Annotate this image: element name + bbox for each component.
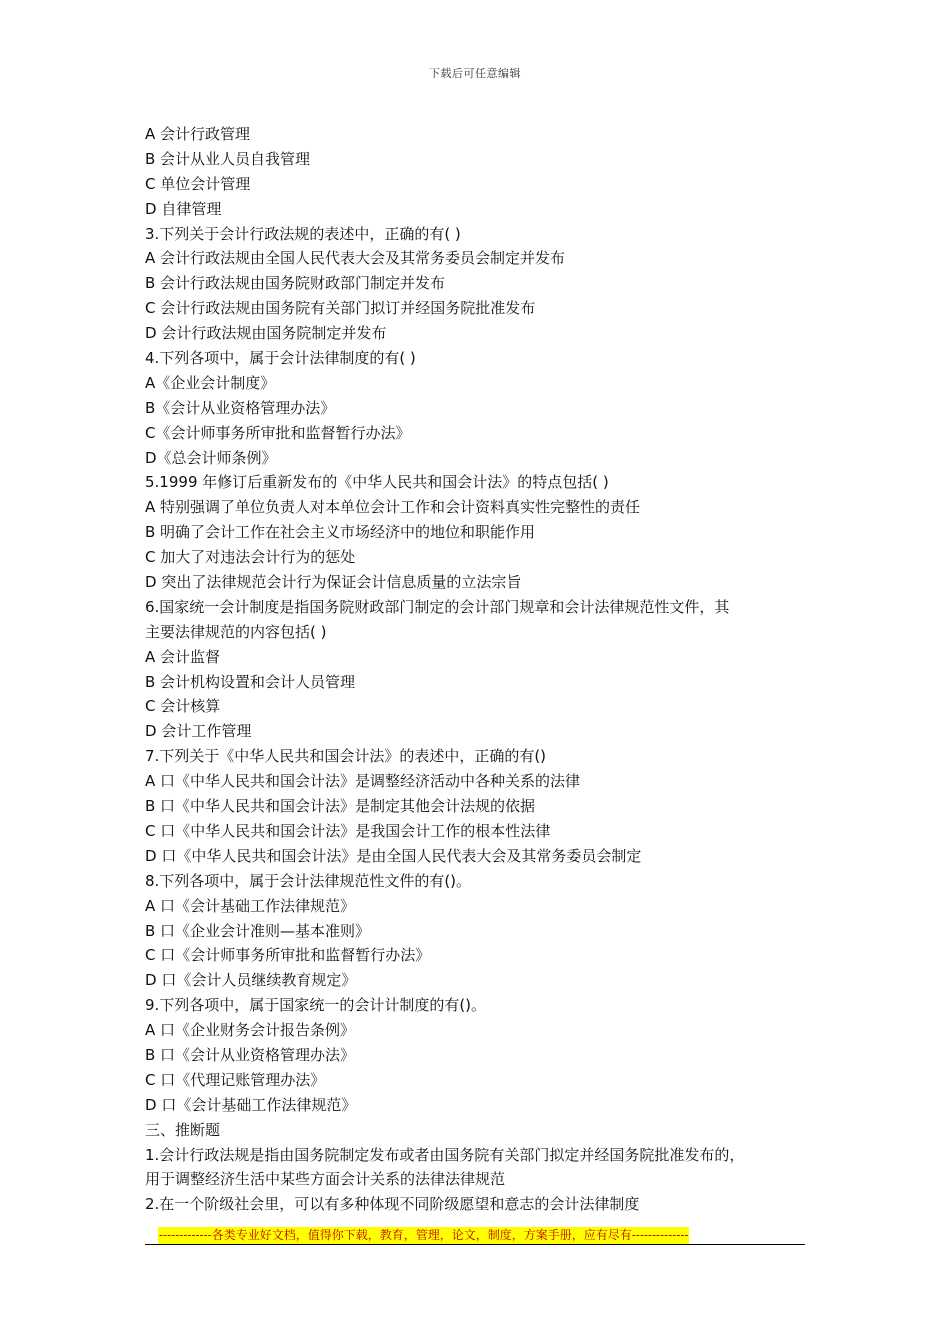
question-line: 9.下列各项中，属于国家统一的会计计制度的有()。 bbox=[145, 996, 487, 1015]
option-line: A 口《企业财务会计报告条例》 bbox=[145, 1021, 356, 1040]
option-line: C 会计行政法规由国务院有关部门拟订并经国务院批准发布 bbox=[145, 299, 536, 318]
question-line: 6.国家统一会计制度是指国务院财政部门制定的会计部门规章和会计法律规范性文件，其 bbox=[145, 597, 730, 616]
option-line: C 口《代理记账管理办法》 bbox=[145, 1070, 326, 1089]
option-line: B 口《会计从业资格管理办法》 bbox=[145, 1045, 356, 1064]
option-line: D 口《会计基础工作法律规范》 bbox=[145, 1095, 357, 1114]
question-line: 4.下列各项中，属于会计法律制度的有( ) bbox=[145, 349, 416, 368]
option-line: C 加大了对违法会计行为的惩处 bbox=[145, 548, 356, 567]
option-line: A 特别强调了单位负责人对本单位会计工作和会计资料真实性完整性的责任 bbox=[145, 498, 641, 517]
option-line: B 口《企业会计准则—基本准则》 bbox=[145, 921, 371, 940]
question-line: 1.会计行政法规是指由国务院制定发布或者由国务院有关部门拟定并经国务院批准发布的， bbox=[145, 1145, 745, 1164]
option-line: A 会计行政管理 bbox=[145, 125, 251, 143]
option-line: A 口《会计基础工作法律规范》 bbox=[145, 896, 356, 915]
option-line: C 单位会计管理 bbox=[145, 174, 251, 193]
document-body bbox=[145, 122, 810, 1217]
question-line: 7.下列关于《中华人民共和国会计法》的表述中，正确的有() bbox=[145, 747, 547, 766]
page-footer bbox=[145, 1227, 805, 1247]
option-line: C 口《会计师事务所审批和监督暂行办法》 bbox=[145, 946, 431, 965]
question-line: 5.1999 年修订后重新发布的《中华人民共和国会计法》的特点包括( ) bbox=[145, 473, 609, 492]
option-line: B 会计行政法规由国务院财政部门制定并发布 bbox=[145, 274, 446, 293]
option-line: D 口《会计人员继续教育规定》 bbox=[145, 971, 357, 990]
option-line: D 突出了法律规范会计行为保证会计信息质量的立法宗旨 bbox=[145, 573, 522, 592]
option-line: D 口《中华人民共和国会计法》是由全国人民代表大会及其常务委员会制定 bbox=[145, 846, 642, 865]
page-header: 下载后可任意编辑 bbox=[429, 67, 521, 80]
option-line: B 会计机构设置和会计人员管理 bbox=[145, 672, 356, 691]
option-line: D 自律管理 bbox=[145, 199, 222, 218]
option-line: C 会计核算 bbox=[145, 697, 221, 716]
section-heading: 三、推断题 bbox=[145, 1120, 221, 1139]
option-line: A 口《中华人民共和国会计法》是调整经济活动中各种关系的法律 bbox=[145, 772, 581, 791]
question-line: 2.在一个阶级社会里，可以有多种体现不同阶级愿望和意志的会计法律制度 bbox=[145, 1195, 640, 1214]
footer-rule bbox=[145, 1244, 805, 1245]
option-line: B 明确了会计工作在社会主义市场经济中的地位和职能作用 bbox=[145, 523, 536, 542]
option-line: C《会计师事务所审批和监督暂行办法》 bbox=[145, 423, 411, 442]
option-line: A 会计行政法规由全国人民代表大会及其常务委员会制定并发布 bbox=[145, 249, 566, 268]
option-line: B 口《中华人民共和国会计法》是制定其他会计法规的依据 bbox=[145, 797, 536, 816]
option-line: D《总会计师条例》 bbox=[145, 448, 277, 467]
option-line: A《企业会计制度》 bbox=[145, 373, 276, 392]
option-line: B 会计从业人员自我管理 bbox=[145, 149, 311, 168]
option-line: D 会计工作管理 bbox=[145, 722, 252, 741]
option-line: B《会计从业资格管理办法》 bbox=[145, 398, 336, 417]
option-line: C 口《中华人民共和国会计法》是我国会计工作的根本性法律 bbox=[145, 821, 551, 840]
option-line: A 会计监督 bbox=[145, 647, 221, 666]
option-line: D 会计行政法规由国务院制定并发布 bbox=[145, 324, 387, 343]
footer-banner: -------------各类专业好文档，值得你下载，教育，管理，论文，制度，方案手册，应有尽有-------------- bbox=[159, 1228, 689, 1242]
question-line: 8.下列各项中，属于会计法律规范性文件的有()。 bbox=[145, 871, 472, 890]
question-line: 主要法律规范的内容包括( ) bbox=[145, 622, 327, 641]
question-line: 用于调整经济生活中某些方面会计关系的法律法律规范 bbox=[145, 1170, 506, 1189]
question-line: 3.下列关于会计行政法规的表述中，正确的有( ) bbox=[145, 224, 461, 243]
